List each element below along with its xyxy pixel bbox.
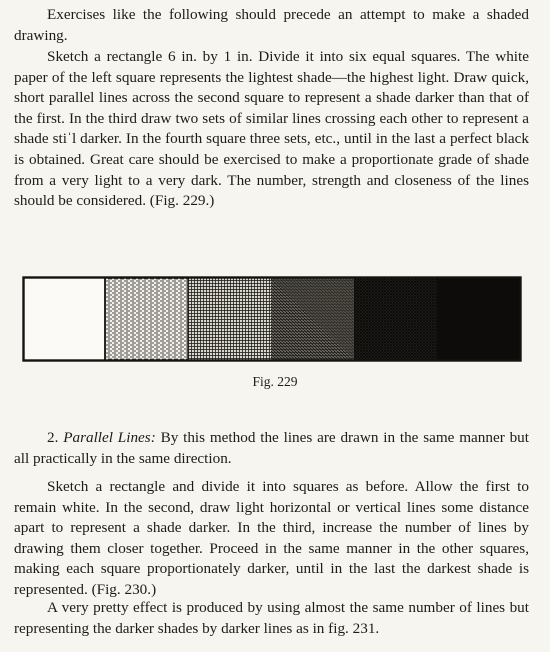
sketch-squares-paragraph: Sketch a rectangle and divide it into squares as before. Allow the first to remain white. In the second, draw light horizontal or vertical lines some distance apart to represent a shade darker. In the third, increase the number of lines by drawing them closer together. Proceed in the same manner in the other squares, making each square proportionately darker, until in the last the darkest shade is represented. (Fig. 230.): [14, 478, 529, 598]
figure-caption: Fig. 229: [252, 374, 298, 389]
pretty-effect-paragraph: A very pretty effect is produced by using almost the same number of lines but representing the darker shades by darker lines as in fig. 231.: [14, 599, 529, 637]
sketch-instructions-paragraph: Sketch a rectangle 6 in. by 1 in. Divide it into six equal squares. The white paper of the left square represents the lightest shade—the highest light. Draw quick, short parallel lines across the second square to represent a shade darker than that of the first. In the third draw two sets of similar lines crossing each other to represent a shade stiˈl darker. In the fourth square three sets, etc., until in the last a perfect black is obtained. Great care should be exercised to make a proportionate grade of shade from a very light to a very dark. The number, strength and closeness of the lines should be considered. (Fig. 229.): [14, 48, 529, 210]
section-text: By this method the lines are drawn in the same manner but all practically in the same direction.: [14, 429, 529, 467]
section-title: Parallel Lines:: [63, 429, 156, 446]
section-number: 2.: [47, 429, 59, 446]
shading-gradient-figure: [22, 276, 522, 362]
intro-paragraph: Exercises like the following should precede an attempt to make a shaded drawing.: [14, 6, 529, 44]
section-paragraph: [14, 428, 529, 469]
